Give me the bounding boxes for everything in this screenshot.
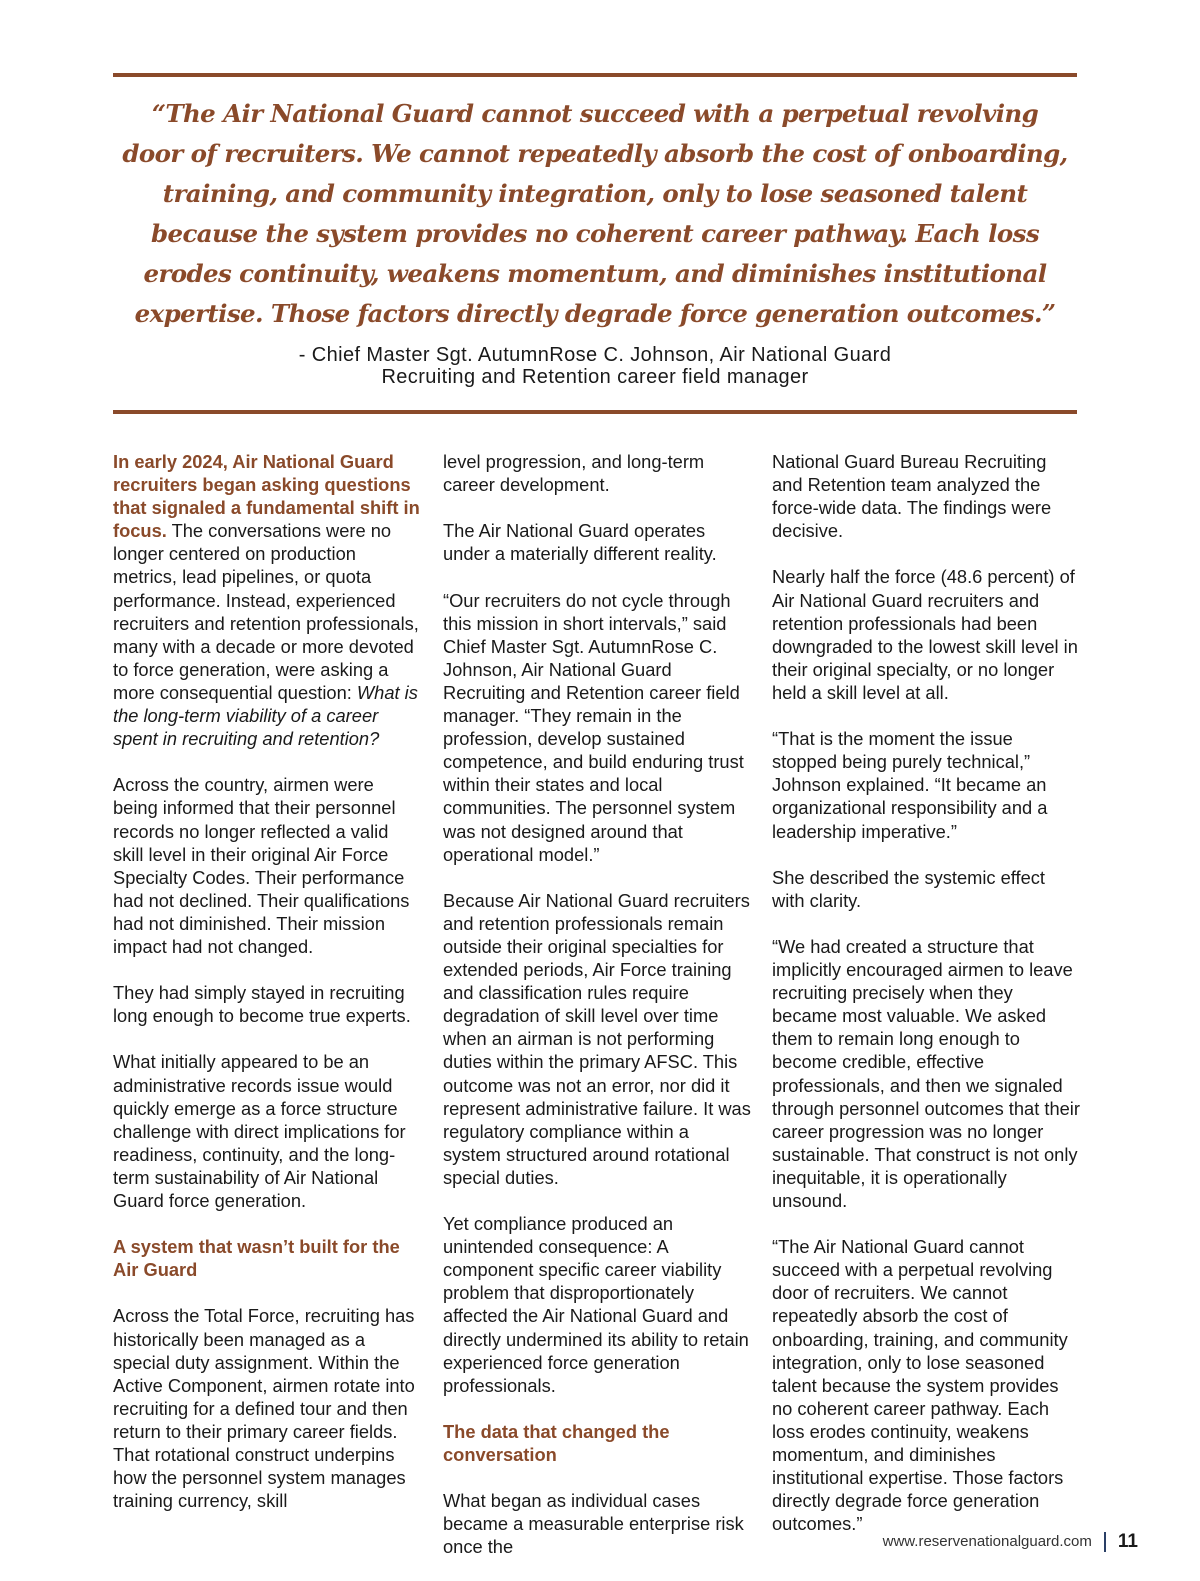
section-heading-data: The data that changed the conversation (443, 1420, 670, 1466)
pull-quote-attribution (120, 344, 1070, 388)
body-paragraph: They had simply stayed in recruiting long enough to become true experts. (113, 982, 411, 1027)
body-paragraph: Across the country, airmen were being informed that their personnel records no longer reflected a valid skill level in their original Air Force Specialty Codes. Their performance had not declined. Their qualifications had not diminished. Their mission impact had not changed. (113, 774, 410, 957)
column-2 (443, 450, 751, 1559)
page-number: 11 (1117, 1531, 1138, 1552)
body-paragraph: Yet compliance produced an unintended consequence: A component specific career viability problem that disproportionately affected the Air National Guard and directly undermined its ability to retain experienced force generation professionals. (443, 1213, 749, 1396)
column-1 (113, 450, 421, 1512)
body-paragraph: National Guard Bureau Recruiting and Retention team analyzed the force-wide data. The findings were decisive. (772, 451, 1052, 542)
body-paragraph: Nearly half the force (48.6 percent) of Air National Guard recruiters and retention professionals had been downgraded to the lowest skill level in their original specialty, or no longer held a skill level at all. (772, 566, 1078, 703)
attribution-line-1: - Chief Master Sgt. AutumnRose C. Johnson, Air National Guard (298, 344, 892, 366)
body-paragraph: “That is the moment the issue stopped being purely technical,” Johnson explained. “It became an organizational responsibility and a leadership imperative.” (772, 728, 1048, 842)
column-3 (772, 450, 1080, 1535)
body-paragraph: What began as individual cases became a measurable enterprise risk once the (443, 1490, 744, 1558)
body-paragraph: “The Air National Guard cannot succeed with a perpetual revolving door of recruiters. We cannot repeatedly absorb the cost of onboarding, training, and community integration, only to lose seasoned talent because the system provides no coherent career pathway. Each loss erodes continuity, weakens momentum, and diminishes institutional expertise. Those factors directly degrade force generation outcomes.” (772, 1236, 1068, 1535)
footer-separator (1104, 1532, 1106, 1552)
website-url[interactable]: www.reservenationalguard.com (882, 1533, 1092, 1550)
body-paragraph: She described the systemic effect with clarity. (772, 866, 1046, 911)
body-paragraph: The Air National Guard operates under a materially different reality. (443, 520, 717, 565)
page-footer (883, 1530, 1138, 1554)
lead-in: In early 2024, Air National Guard recruiters began asking questions that signaled a fundamental shift in focus. (113, 451, 420, 542)
body-paragraph: Across the Total Force, recruiting has historically been managed as a special duty assignment. Within the Active Component, airmen rotate into recruiting for a defined tour and then return to their primary career fields. That rotational construct underpins how the personnel system manages training currency, skill (113, 1305, 415, 1512)
section-heading-system: A system that wasn’t built for the Air Guard (113, 1236, 400, 1281)
body-paragraph: What initially appeared to be an administrative records issue would quickly emerge as a force structure challenge with direct implications for readiness, continuity, and the long-term sustainability of Air National Guard force generation. (113, 1051, 406, 1211)
lead-paragraph-body: The conversations were no longer centered on production metrics, lead pipelines, or quota performance. Instead, experienced recruiters and retention professionals, many with a decade or more devoted to force generation, were asking a more consequential question: (113, 520, 419, 703)
body-paragraph: “We had created a structure that implicitly encouraged airmen to leave recruiting precisely when they became most valuable. We asked them to remain long enough to become credible, effective professionals, and then we signaled through personnel outcomes that their career progression was no longer sustainable. That construct is not only inequitable, it is operationally unsound. (772, 935, 1080, 1211)
top-divider (113, 73, 1077, 77)
body-paragraph: “Our recruiters do not cycle through this mission in short intervals,” said Chief Master Sgt. AutumnRose C. Johnson, Air National Guard Recruiting and Retention career field manager. “They remain in the profession, develop sustained competence, and build enduring trust within their states and local communities. The personnel system was not designed around that operational model.” (443, 589, 744, 865)
body-paragraph: Because Air National Guard recruiters and retention professionals remain outside their original specialties for extended periods, Air Force training and classification rules require degradation of skill level over time when an airman is not performing duties within the primary AFSC. This outcome was not an error, nor did it represent administrative failure. It was regulatory compliance within a system structured around rotational special duties. (443, 889, 751, 1188)
bottom-divider (113, 410, 1077, 414)
lead-question: What is the long-term viability of a career spent in recruiting and retention? (113, 681, 418, 750)
attribution-line-2: Recruiting and Retention career field manager (381, 366, 809, 388)
lead-paragraph (113, 450, 421, 750)
body-paragraph: level progression, and long-term career development. (443, 451, 705, 496)
pull-quote: “The Air National Guard cannot succeed with a perpetual revolving door of recruiters. We cannot repeatedly absorb the cost of onboarding, training, and community integration, only to lose seasoned talent because the system provides no coherent career pathway. Each loss erodes continuity, weakens momentum, and diminishes institutional expertise. Those factors directly degrade force generation outcomes.” (122, 99, 1068, 328)
